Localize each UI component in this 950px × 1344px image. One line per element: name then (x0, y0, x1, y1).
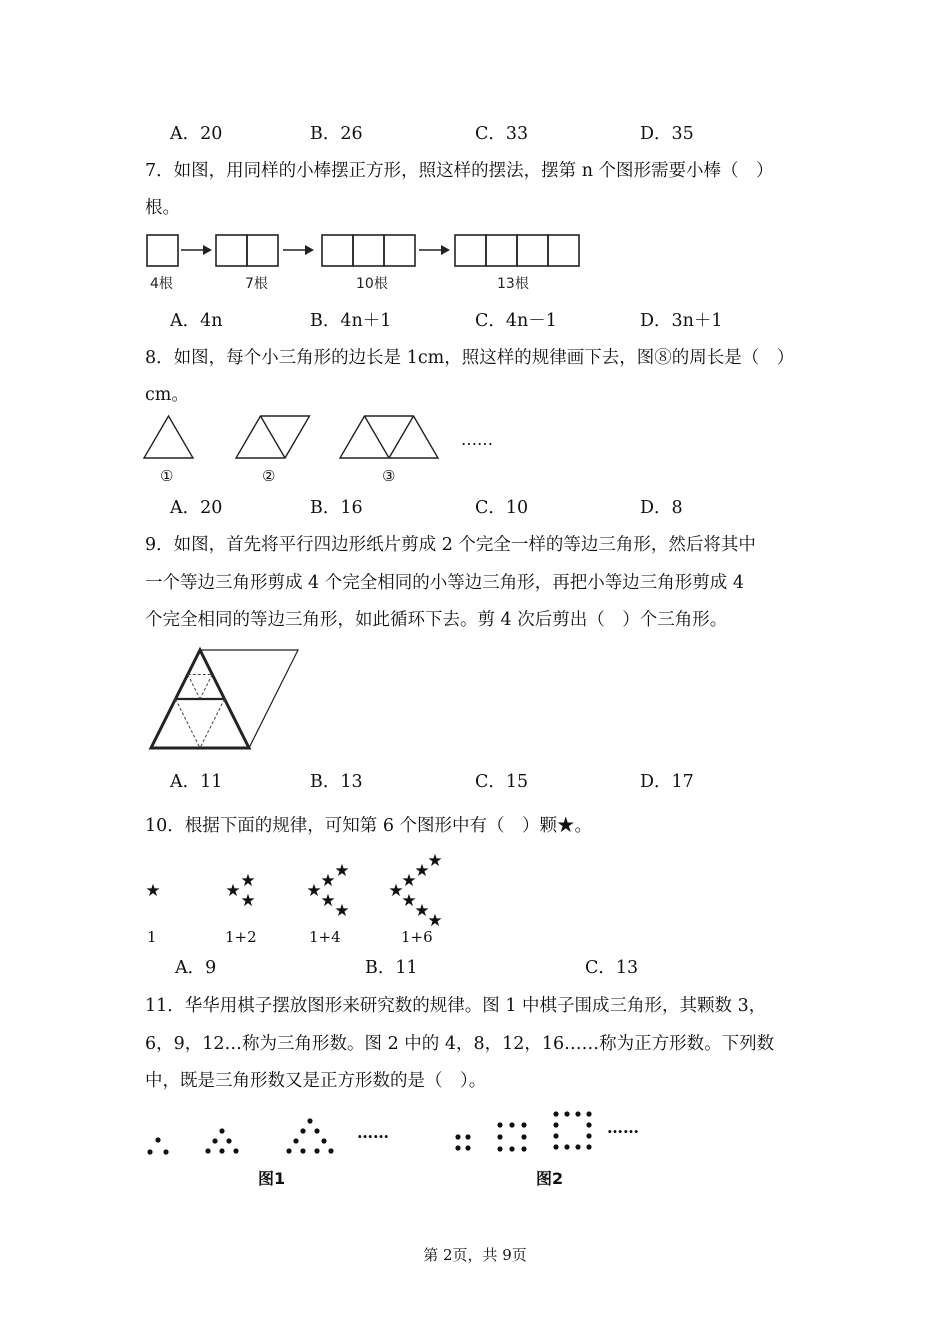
q7-option-a: A．4n (170, 311, 223, 331)
q9-option-b: B．13 (310, 772, 363, 792)
q8-figure-label-2: ② (262, 467, 276, 485)
q8-option-a: A．20 (170, 498, 223, 518)
q10-figure-label-4: 1+6 (401, 928, 433, 946)
q11-question-line1: 11．华华用棋子摆放图形来研究数的规律。图 1 中棋子围成三角形，其颗数 3， (145, 996, 767, 1016)
q8-option-d: D．8 (640, 498, 683, 518)
q7-figure-label-4: 13根 (497, 276, 529, 292)
q7-question-line1: 7．如图，用同样的小棒摆正方形，照这样的摆法，摆第 n 个图形需要小棒（ ） (145, 161, 774, 181)
svg-text:★: ★ (240, 871, 256, 891)
q10-figure-label-3: 1+4 (309, 928, 341, 946)
q9-option-d: D．17 (640, 772, 694, 792)
q9-question-line3: 个完全相同的等边三角形，如此循环下去。剪 4 次后剪出（ ）个三角形。 (145, 610, 728, 630)
q8-option-b: B．16 (310, 498, 363, 518)
svg-text:★: ★ (401, 871, 417, 891)
svg-text:★: ★ (401, 891, 417, 911)
svg-text:★: ★ (240, 891, 256, 911)
svg-text:★: ★ (320, 871, 336, 891)
q11-question-line3: 中，既是三角形数又是正方形数的是（ ）。 (145, 1071, 487, 1091)
q7-figure-label-2: 7根 (245, 276, 268, 292)
q11-figure-label-1: 图1 (258, 1169, 286, 1188)
svg-text:★: ★ (334, 861, 350, 881)
q8-option-c: C．10 (475, 498, 529, 518)
q9-option-a: A．11 (170, 772, 223, 792)
q7-option-b: B．4n＋1 (310, 311, 392, 331)
svg-text:★: ★ (334, 901, 350, 921)
q10-option-a: A．9 (175, 958, 217, 978)
svg-text:★: ★ (427, 911, 443, 931)
page-footer: 第 2页，共 9页 (423, 1246, 527, 1264)
q8-question-line1: 8．如图，每个小三角形的边长是 1cm，照这样的规律画下去，图⑧的周长是（ ） (145, 348, 795, 368)
q7-figure-label-1: 4根 (150, 276, 173, 292)
svg-text:★: ★ (388, 881, 404, 901)
svg-text:★: ★ (225, 881, 241, 901)
q8-figure-label-3: ③ (382, 467, 396, 485)
q6-option-d: D．35 (640, 124, 694, 144)
q10-option-c: C．13 (585, 958, 639, 978)
q8-question-line2: cm。 (145, 385, 189, 405)
q10-question-line1: 10．根据下面的规律，可知第 6 个图形中有（ ）颗★。 (145, 816, 593, 836)
q10-option-b: B．11 (365, 958, 418, 978)
svg-text:★: ★ (306, 881, 322, 901)
svg-text:★: ★ (145, 881, 161, 901)
q7-option-c: C．4n－1 (475, 311, 557, 331)
q9-question-line2: 一个等边三角形剪成 4 个完全相同的小等边三角形，再把小等边三角形剪成 4 (145, 573, 744, 593)
q10-figure-label-1: 1 (147, 928, 157, 946)
q11-figure-label-2: 图2 (536, 1169, 564, 1188)
q8-figure-label-1: ① (160, 467, 174, 485)
svg-text:★: ★ (427, 851, 443, 871)
q7-option-d: D．3n＋1 (640, 311, 723, 331)
svg-text:★: ★ (320, 891, 336, 911)
svg-text:★: ★ (414, 901, 430, 921)
q11-question-line2: 6，9，12…称为三角形数。图 2 中的 4，8，12，16……称为正方形数。下列数 (145, 1034, 775, 1054)
q9-option-c: C．15 (475, 772, 529, 792)
q8-ellipsis: …… (461, 430, 493, 449)
q11-fig2-ellipsis: …… (607, 1118, 639, 1137)
q7-question-line2: 根。 (145, 198, 180, 218)
q6-option-b: B．26 (310, 124, 363, 144)
q6-option-c: C．33 (475, 124, 529, 144)
q9-question-line1: 9．如图，首先将平行四边形纸片剪成 2 个完全一样的等边三角形，然后将其中 (145, 535, 756, 555)
q11-fig1-ellipsis: …… (357, 1123, 389, 1142)
q7-figure-label-3: 10根 (356, 276, 388, 292)
q6-option-a: A．20 (170, 124, 223, 144)
svg-text:★: ★ (414, 861, 430, 881)
q10-figure-label-2: 1+2 (225, 928, 257, 946)
